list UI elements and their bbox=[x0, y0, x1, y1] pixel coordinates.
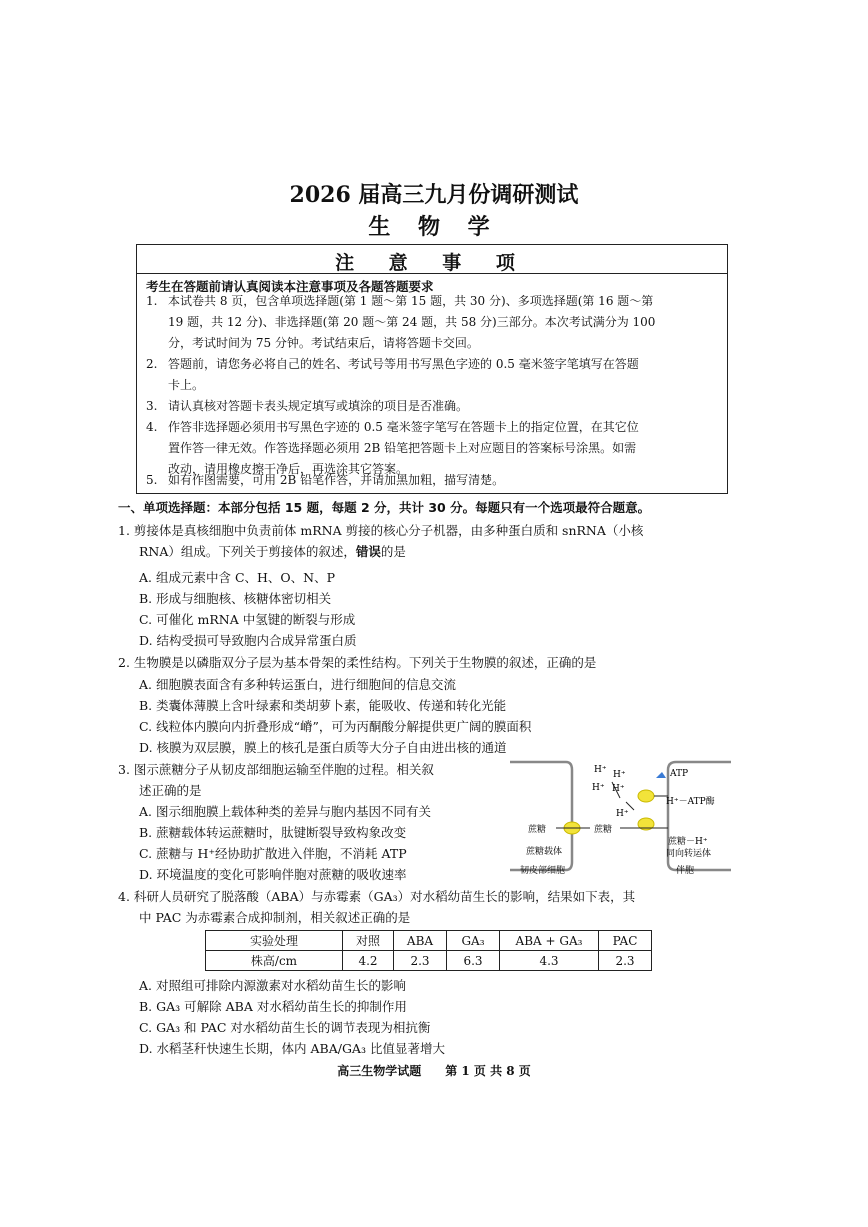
table-cell: 2.3 bbox=[394, 951, 447, 971]
table-cell: 株高/cm bbox=[206, 951, 343, 971]
phloem-cell-label: 韧皮部细胞 bbox=[520, 866, 566, 876]
table-cell: 6.3 bbox=[447, 951, 500, 971]
notice-item-4-line-2: 置作答一律无效。作答选择题必须用 2B 铅笔把答题卡上对应题目的答案标号涂黑。如需 bbox=[168, 441, 637, 455]
results-table bbox=[205, 930, 652, 971]
sucrose-transport-diagram bbox=[508, 758, 733, 876]
q3-stem-line-1: 3. 图示蔗糖分子从韧皮部细胞运输至伴胞的过程。相关叙 bbox=[118, 762, 434, 777]
table-cell: 2.3 bbox=[599, 951, 652, 971]
notice-item-1-line-1: 本试卷共 8 页，包含单项选择题(第 1 题～第 15 题，共 30 分)、多项选择题(第 16 题～第 bbox=[168, 294, 654, 308]
notice-item-3-num: 3. bbox=[146, 399, 158, 413]
page-footer: 高三生物学试题 第 1 页 共 8 页 bbox=[337, 1064, 531, 1078]
q4-stem-line-1: 4. 科研人员研究了脱落酸（ABA）与赤霉素（GA₃）对水稻幼苗生长的影响，结果如下表，其 bbox=[118, 889, 636, 904]
notice-item-1-line-2: 19 题，共 12 分)、非选择题(第 20 题～第 24 题，共 58 分)三部分。本次考试满分为 100 bbox=[168, 315, 656, 329]
q3-option-a: A. 图示细胞膜上载体种类的差异与胞内基因不同有关 bbox=[139, 804, 431, 819]
subject-title: 生 物 学 bbox=[368, 214, 500, 240]
notice-item-3-line-1: 请认真核对答题卡表头规定填写或填涂的项目是否准确。 bbox=[168, 399, 469, 413]
atp-icon bbox=[656, 772, 666, 778]
atpase-label: H⁺－ATP酶 bbox=[666, 797, 715, 807]
q2-option-a: A. 细胞膜表面含有多种转运蛋白，进行细胞间的信息交流 bbox=[139, 677, 456, 692]
q2-stem: 2. 生物膜是以磷脂双分子层为基本骨架的柔性结构。下列关于生物膜的叙述，正确的是 bbox=[118, 655, 597, 670]
notice-item-1-line-3: 分，考试时间为 75 分钟。考试结束后，请将答题卡交回。 bbox=[168, 336, 479, 350]
table-header-cell: GA₃ bbox=[447, 931, 500, 951]
q4-stem-line-2: 中 PAC 为赤霉素合成抑制剂，相关叙述正确的是 bbox=[139, 910, 411, 925]
notice-title: 注 意 事 项 bbox=[335, 252, 529, 274]
q4-option-c: C. GA₃ 和 PAC 对水稻幼苗生长的调节表现为相抗衡 bbox=[139, 1020, 431, 1035]
q2-option-d: D. 核膜为双层膜，膜上的核孔是蛋白质等大分子自由进出核的通道 bbox=[139, 740, 507, 755]
notice-item-4-num: 4. bbox=[146, 420, 158, 434]
q1-emphasis: 错误 bbox=[355, 544, 381, 559]
section-heading: 一、单项选择题：本部分包括 15 题，每题 2 分，共计 30 分。每题只有一个选项最符合题意。 bbox=[118, 500, 651, 515]
table-header-cell: PAC bbox=[599, 931, 652, 951]
table-header-cell: ABA + GA₃ bbox=[500, 931, 599, 951]
exam-title: 2026 届高三九月份调研测试 bbox=[289, 182, 579, 208]
q2-option-b: B. 类囊体薄膜上含叶绿素和类胡萝卜素，能吸收、传递和转化光能 bbox=[139, 698, 507, 713]
cotransporter-label-2: 同向转运体 bbox=[666, 849, 712, 859]
table-row bbox=[206, 951, 652, 971]
q1-stem-text: RNA）组成。下列关于剪接体的叙述， bbox=[139, 544, 356, 559]
q2-option-c: C. 线粒体内膜向内折叠形成“嵴”，可为丙酮酸分解提供更广阔的膜面积 bbox=[139, 719, 532, 734]
q4-option-b: B. GA₃ 可解除 ABA 对水稻幼苗生长的抑制作用 bbox=[139, 999, 407, 1014]
q3-stem-line-2: 述正确的是 bbox=[139, 783, 202, 798]
q1-stem-line-1: 1. 剪接体是真核细胞中负责前体 mRNA 剪接的核心分子机器，由多种蛋白质和 snRNA（小核 bbox=[118, 523, 644, 538]
table-cell: 4.2 bbox=[343, 951, 394, 971]
proton-label-2: H⁺ bbox=[613, 770, 626, 780]
notice-item-5-line-1: 如有作图需要，可用 2B 铅笔作答，并请加黑加粗，描写清楚。 bbox=[168, 473, 505, 487]
atp-label: ATP bbox=[670, 769, 689, 779]
proton-label-5: H⁺ bbox=[616, 809, 629, 819]
notice-subtitle: 考生在答题前请认真阅读本注意事项及各题答题要求 bbox=[146, 279, 434, 294]
table-header-row bbox=[206, 931, 652, 951]
q1-stem-line-2 bbox=[139, 541, 406, 562]
q4-option-a: A. 对照组可排除内源激素对水稻幼苗生长的影响 bbox=[139, 978, 406, 993]
q3-option-b: B. 蔗糖载体转运蔗糖时，肽键断裂导致构象改变 bbox=[139, 825, 407, 840]
q1-option-c: C. 可催化 mRNA 中氢键的断裂与形成 bbox=[139, 612, 356, 627]
notice-box bbox=[136, 244, 728, 494]
q4-option-d: D. 水稻茎秆快速生长期，体内 ABA/GA₃ 比值显著增大 bbox=[139, 1041, 445, 1056]
carrier-label: 蔗糖载体 bbox=[526, 847, 563, 857]
q3-option-d: D. 环境温度的变化可影响伴胞对蔗糖的吸收速率 bbox=[139, 867, 407, 882]
q1-option-a: A. 组成元素中含 C、H、O、N、P bbox=[139, 570, 336, 585]
proton-label-1: H⁺ bbox=[594, 765, 607, 775]
notice-item-4-line-1: 作答非选择题必须用书写黑色字迹的 0.5 毫米签字笔写在答题卡上的指定位置，在其它位 bbox=[168, 420, 639, 434]
cotransporter-label-1: 蔗糖－H⁺ bbox=[668, 837, 708, 847]
table-cell: 4.3 bbox=[500, 951, 599, 971]
sucrose-label-mid: 蔗糖 bbox=[594, 825, 613, 835]
companion-cell-label: 伴胞 bbox=[676, 866, 695, 876]
notice-divider bbox=[137, 273, 727, 274]
q1-option-d: D. 结构受损可导致胞内合成异常蛋白质 bbox=[139, 633, 357, 648]
q3-option-c: C. 蔗糖与 H⁺经协助扩散进入伴胞，不消耗 ATP bbox=[139, 846, 407, 861]
diagram-svg bbox=[508, 758, 733, 876]
table-header-cell: ABA bbox=[394, 931, 447, 951]
atpase-protein bbox=[638, 790, 654, 802]
table-header-cell: 实验处理 bbox=[206, 931, 343, 951]
notice-item-1-num: 1. bbox=[146, 294, 158, 308]
notice-item-5-num: 5. bbox=[146, 473, 158, 487]
q1-option-b: B. 形成与细胞核、核糖体密切相关 bbox=[139, 591, 332, 606]
q1-stem-end: 的是 bbox=[380, 544, 406, 559]
proton-label-4: H⁺ bbox=[612, 784, 625, 794]
notice-item-2-line-1: 答题前，请您务必将自己的姓名、考试号等用书写黑色字迹的 0.5 毫米签字笔填写在答题 bbox=[168, 357, 639, 371]
notice-item-2-line-2: 卡上。 bbox=[168, 378, 205, 392]
table-header-cell: 对照 bbox=[343, 931, 394, 951]
proton-label-3: H⁺ bbox=[592, 783, 605, 793]
notice-item-4-line-3: 改动，请用橡皮擦干净后，再选涂其它答案。 bbox=[168, 462, 409, 476]
sucrose-label-left: 蔗糖 bbox=[528, 825, 547, 835]
notice-item-2-num: 2. bbox=[146, 357, 158, 371]
